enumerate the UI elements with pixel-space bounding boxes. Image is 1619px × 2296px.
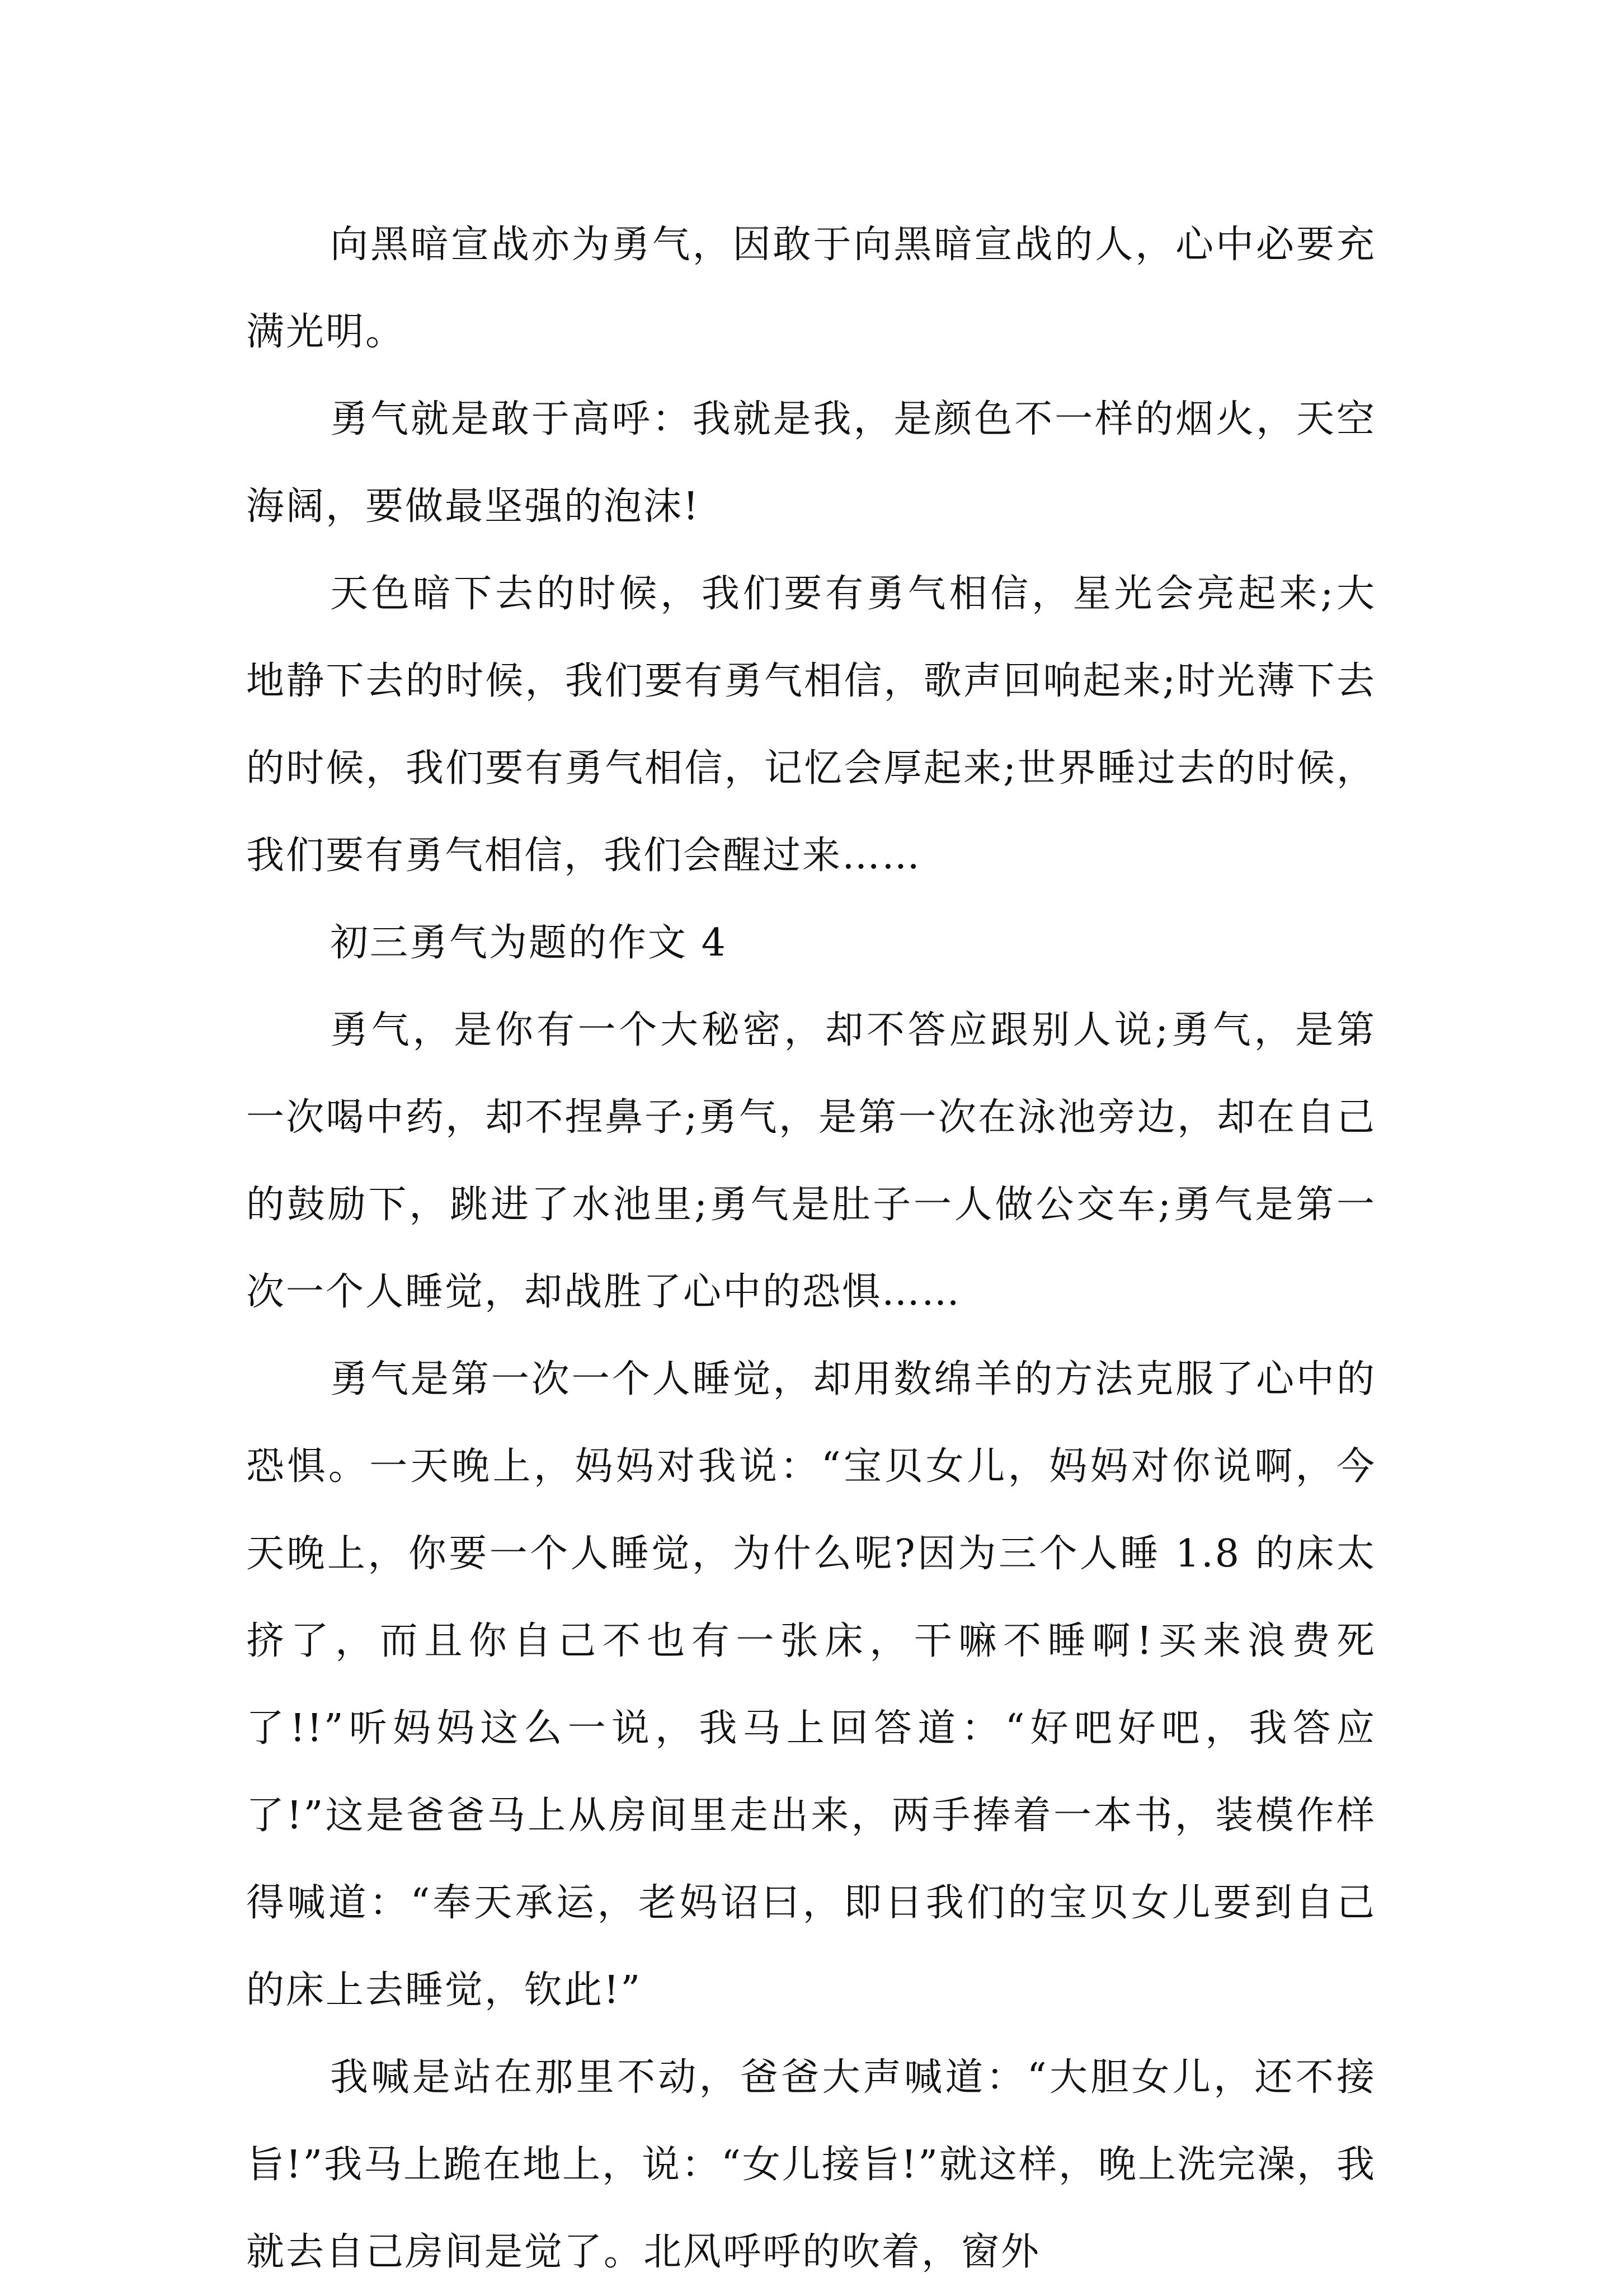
paragraph-3: 天色暗下去的时候，我们要有勇气相信，星光会亮起来;大地静下去的时候，我们要有勇气相信，歌声回响起来;时光薄下去的时候，我们要有勇气相信，记忆会厚起来;世界睡过去的时候，我们要有勇气相信，我们会醒过来……	[246, 572, 1376, 878]
section-heading: 初三勇气为题的作文 4	[330, 921, 727, 965]
document-body	[246, 201, 1376, 2296]
paragraph-2: 勇气就是敢于高呼：我就是我，是颜色不一样的烟火，天空海阔，要做最坚强的泡沫!	[246, 397, 1376, 529]
paragraph-1: 向黑暗宣战亦为勇气，因敢于向黑暗宣战的人，心中必要充满光明。	[246, 223, 1376, 354]
paragraph-6: 我喊是站在那里不动，爸爸大声喊道：“大胆女儿，还不接旨!”我马上跪在地上，说：“女儿接旨!”就这样，晚上洗完澡，我就去自己房间是觉了。北风呼呼的吹着，窗外	[246, 2055, 1376, 2274]
paragraph-5: 勇气是第一次一个人睡觉，却用数绵羊的方法克服了心中的恐惧。一天晚上，妈妈对我说：“宝贝女儿，妈妈对你说啊，今天晚上，你要一个人睡觉，为什么呢?因为三个人睡 1.8 的床太挤了，而且你自己不也有一张床，干嘛不睡啊!买来浪费死了!!”听妈妈这么一说，我马上回答道：“好吧好吧，我答应了!”这是爸爸马上从房间里走出来，两手捧着一本书，装模作样得喊道：“奉天承运，老妈诏曰，即日我们的宝贝女儿要到自己的床上去睡觉，钦此!”	[246, 1357, 1376, 2012]
paragraph-4: 勇气，是你有一个大秘密，却不答应跟别人说;勇气，是第一次喝中药，却不捏鼻子;勇气，是第一次在泳池旁边，却在自己的鼓励下，跳进了水池里;勇气是肚子一人做公交车;勇气是第一次一个人睡觉，却战胜了心中的恐惧……	[246, 1008, 1376, 1314]
